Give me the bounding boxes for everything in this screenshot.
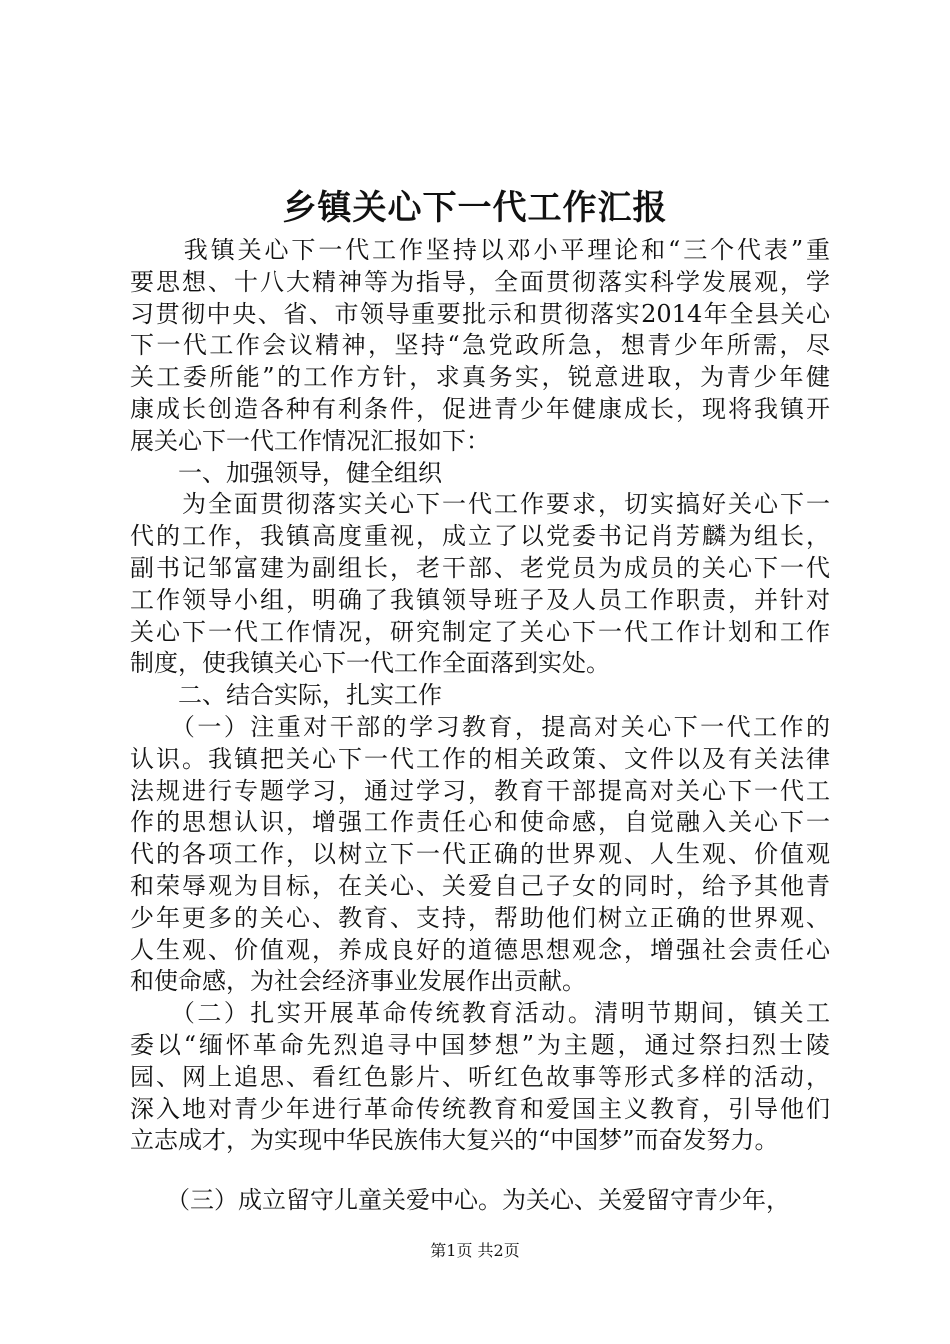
body-text-line: （一）注重对干部的学习教育，提高对关心下一代工作的: [130, 713, 830, 741]
body-text-line: 康成长创造各种有利条件，促进青少年健康成长，现将我镇开: [130, 395, 830, 423]
body-text-line: 园、网上追思、看红色影片、听红色故事等形式多样的活动，: [130, 1062, 830, 1091]
document-title: 乡镇关心下一代工作汇报: [282, 188, 668, 228]
body-text-line: 少年更多的关心、教育、支持，帮助他们树立正确的世界观、: [130, 903, 830, 932]
body-text-line: 展关心下一代工作情况汇报如下：: [130, 426, 490, 455]
body-text-line: 关心下一代工作情况，研究制定了关心下一代工作计划和工作: [130, 617, 830, 646]
body-text-line: 立志成才，为实现中华民族伟大复兴的“中国梦”而奋发努力。: [130, 1126, 779, 1155]
body-text-line: 下一代工作会议精神，坚持“急党政所急，想青少年所需，尽: [130, 331, 830, 360]
body-text-line: 代的工作，我镇高度重视，成立了以党委书记肖芳麟为组长，: [130, 522, 830, 551]
body-text-line: 工作领导小组，明确了我镇领导班子及人员工作职责，并针对: [130, 585, 830, 614]
page-footer: 第1页 共2页: [430, 1241, 520, 1260]
body-text-line: 人生观、价值观，养成良好的道德思想观念，增强社会责任心: [130, 935, 830, 964]
body-text-line: （三）成立留守儿童关爱中心。为关心、关爱留守青少年，: [130, 1186, 790, 1215]
body-text-line: 委以“缅怀革命先烈追寻中国梦想”为主题，通过祭扫烈士陵: [130, 1031, 830, 1059]
body-text-line: （二）扎实开展革命传统教育活动。清明节期间，镇关工: [130, 999, 830, 1028]
body-text-line: 一、加强领导，健全组织: [130, 458, 442, 487]
body-text-line: 和使命感，为社会经济事业发展作出贡献。: [130, 967, 586, 996]
body-text-line: 和荣辱观为目标，在关心、关爱自己子女的同时，给予其他青: [130, 872, 830, 900]
body-text-line: 认识。我镇把关心下一代工作的相关政策、文件以及有关法律: [130, 744, 830, 773]
body-text-line: 我镇关心下一代工作坚持以邓小平理论和“三个代表”重: [130, 236, 830, 264]
body-text-line: 制度，使我镇关心下一代工作全面落到实处。: [130, 649, 610, 678]
body-text-line: 副书记邹富建为副组长，老干部、老党员为成员的关心下一代: [130, 554, 830, 582]
body-text-line: 关工委所能”的工作方针，求真务实，锐意进取，为青少年健: [130, 363, 830, 392]
body-text-line: 要思想、十八大精神等为指导，全面贯彻落实科学发展观，学: [130, 267, 830, 296]
body-text-line: 习贯彻中央、省、市领导重要批示和贯彻落实2014年全县关心: [130, 299, 830, 328]
body-text-line: 代的各项工作，以树立下一代正确的世界观、人生观、价值观: [130, 840, 830, 869]
body-text-line: 法规进行专题学习，通过学习，教育干部提高对关心下一代工: [130, 776, 830, 805]
body-text-line: 深入地对青少年进行革命传统教育和爱国主义教育，引导他们: [130, 1094, 830, 1123]
body-text-line: 作的思想认识，增强工作责任心和使命感，自觉融入关心下一: [130, 808, 830, 837]
body-text-line: 二、结合实际，扎实工作: [130, 681, 442, 710]
body-text-line: 为全面贯彻落实关心下一代工作要求，切实搞好关心下一: [130, 490, 830, 519]
